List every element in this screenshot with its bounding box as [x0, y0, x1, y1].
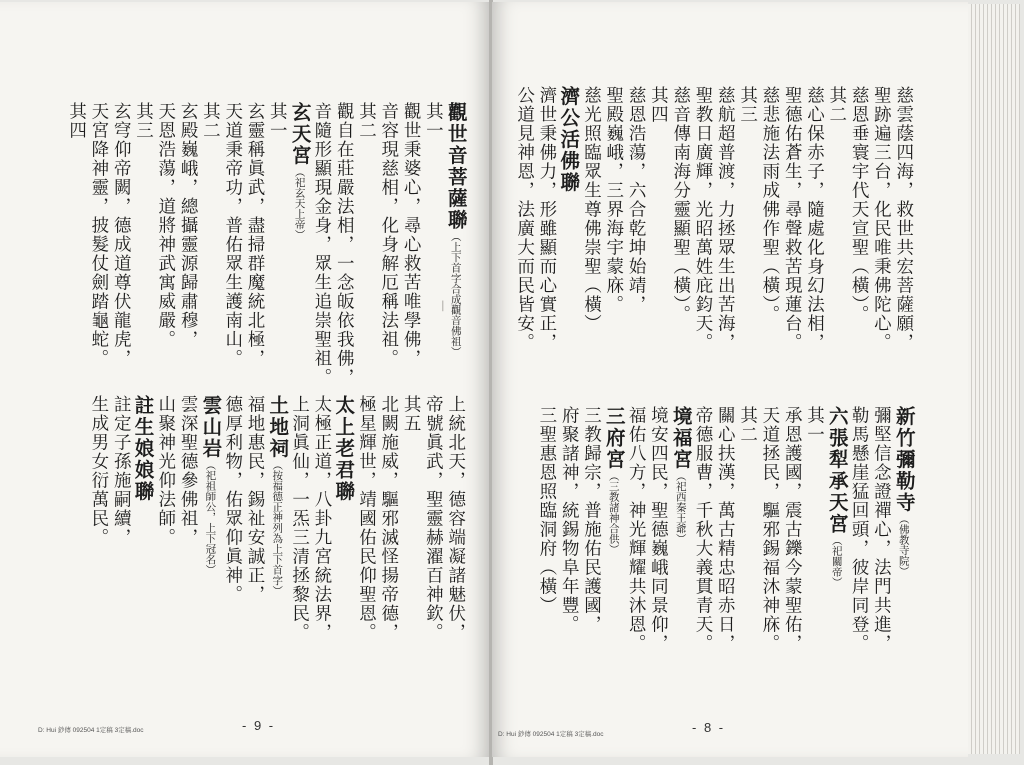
section-label — [267, 102, 286, 140]
column-text: 觀自在莊嚴法相，一念皈依我佛， — [334, 102, 355, 387]
column-text: 福地惠民，錫祉安誠正， — [245, 395, 265, 604]
column-text: 彌堅信念證禪心，法門共進， — [871, 406, 892, 653]
column-text: 六張犁承天宮 — [825, 406, 849, 535]
couplet-line — [111, 395, 130, 547]
column-text: 境福宮 — [669, 406, 693, 471]
couplet-line — [582, 406, 601, 634]
column-text: 慈心保赤子，隨處化身幻法相， — [804, 86, 825, 352]
couplet-line — [849, 406, 868, 653]
couplet-line — [111, 102, 130, 368]
column-text: 註生娘娘聯 — [131, 395, 155, 503]
column-text: 註定子孫施嗣續， — [111, 395, 132, 547]
couplet-line — [223, 395, 242, 604]
section-label — [423, 102, 442, 140]
column-text: 觀世音菩薩聯 — [444, 102, 468, 231]
dedication-note: （上下首字合成觀音佛祖） — [449, 231, 462, 357]
column-text: 玄靈稱眞武，盡掃群魔統北極， — [245, 102, 265, 368]
column-text: 德厚利物，佑眾仰眞神。 — [222, 395, 243, 604]
section-label — [200, 102, 219, 140]
column-text: 生成男女衍萬民。 — [88, 395, 109, 547]
dedication-note: （祀關帝） — [830, 535, 843, 588]
couplet-line — [156, 395, 175, 547]
column-text: 濟世秉佛力，形雖顯而心實正， — [536, 86, 557, 352]
couplet-line — [515, 86, 534, 352]
section-label — [738, 86, 757, 124]
dedication-note: （祀西秦王爺） — [674, 470, 687, 544]
couplet-line — [423, 395, 442, 642]
column-text: 雲深聖德參佛祖， — [178, 395, 199, 547]
column-text: 三聖惠恩照臨洞府（橫） — [536, 406, 557, 615]
column-text: 慈航超普渡，力拯眾生出苦海， — [715, 86, 736, 352]
column-text: 其一 — [804, 406, 825, 444]
couplet-title — [827, 406, 847, 588]
couplet-line — [178, 395, 197, 547]
couplet-line — [648, 406, 667, 653]
section-label — [805, 406, 824, 444]
couplet-title — [266, 395, 290, 596]
section-label — [134, 102, 153, 140]
section-label — [357, 102, 376, 140]
column-text: 極星輝世，靖國佑民仰聖恩。 — [356, 395, 377, 642]
couplet-line — [626, 406, 645, 653]
section-label — [671, 86, 690, 324]
column-text: 其二 — [200, 102, 221, 140]
column-text: 聖跡遍三台，化民唯秉佛陀心。 — [871, 86, 892, 352]
column-text: 府聚諸神，統錫物阜年豐。 — [559, 406, 580, 634]
column-text: 太極正道，八卦九宮統法界， — [311, 395, 332, 642]
column-text: 慈恩垂寰宇代天宣聖（橫）。 — [849, 86, 870, 325]
column-text: 雲山岩 — [199, 395, 223, 460]
column-text: 其二 — [737, 406, 758, 444]
column-text: 濟公活佛聯 — [557, 86, 581, 194]
couplet-line — [357, 395, 376, 642]
column-text: 音隨形顯現金身，眾生追崇聖祖。 — [311, 102, 332, 387]
column-text: 玄天宮 — [288, 102, 312, 167]
couplet-title — [199, 395, 223, 575]
left-footer-meta: D: Hui 鈔傳 092504 1定稿 3定稿.doc — [38, 727, 144, 734]
column-text: 其一 — [267, 102, 288, 140]
column-text: 天道拯民，驅邪錫福沐神庥。 — [759, 406, 780, 653]
couplet-title — [604, 406, 624, 555]
section-label — [827, 86, 846, 124]
column-text: 天恩浩蕩，道將神武寓威嚴。 — [155, 102, 176, 349]
couplet-line — [805, 86, 824, 352]
section-label — [760, 86, 779, 324]
dedication-note: （三教諸神合供） — [607, 470, 620, 555]
couplet-line — [89, 395, 108, 547]
right-footer-meta: D: Hui 鈔傳 092504 1定稿 3定稿.doc — [498, 731, 604, 738]
column-text: 帝德服曹，千秋大義貫青天。 — [693, 406, 713, 653]
couplet-title — [557, 86, 581, 194]
column-text: 聖德佑蒼生，尋聲救苦現蓮台。 — [782, 86, 803, 352]
column-text: 關心扶漢，萬古精忠昭赤日， — [715, 406, 736, 653]
column-text: 聖殿巍峨，三界海宇蒙庥。 — [603, 86, 624, 314]
couplet-title — [894, 406, 914, 577]
couplet-line — [446, 395, 465, 642]
column-text: 勒馬懸崖猛回頭，彼岸同登。 — [849, 406, 870, 653]
column-text: 其四 — [648, 86, 669, 124]
couplet-line — [715, 86, 734, 352]
column-text: 公道見神恩，法廣大而民皆安。 — [514, 86, 535, 352]
dedication-note: （祀玄天上帝） — [293, 166, 306, 240]
section-label — [582, 86, 601, 333]
column-text: 其二 — [356, 102, 377, 140]
couplet-line — [782, 406, 801, 653]
column-text: 天宮降神靈，披髮仗劍踏龜蛇。 — [88, 102, 109, 368]
couplet-title — [332, 395, 356, 503]
couplet-line — [715, 406, 734, 653]
couplet-line — [156, 102, 175, 349]
section-label — [67, 102, 86, 140]
column-text: 其五 — [401, 395, 422, 433]
couplet-title — [446, 102, 466, 357]
column-text: 其一 — [423, 102, 444, 140]
couplet-line — [626, 86, 645, 314]
couplet-line — [401, 102, 420, 368]
couplet-line — [245, 102, 264, 368]
column-text: 玄穹仰帝闕，德成道尊伏龍虎， — [111, 102, 132, 368]
couplet-title — [290, 102, 310, 240]
couplet-line — [559, 406, 578, 634]
couplet-line — [245, 395, 264, 604]
couplet-line — [894, 86, 913, 352]
section-label — [849, 86, 868, 324]
column-text: 三府宮 — [602, 406, 626, 471]
couplet-line — [379, 395, 398, 642]
column-text: 太上老君聯 — [332, 395, 356, 503]
right-page — [492, 2, 968, 757]
column-text: 其三 — [133, 102, 154, 140]
couplet-line — [178, 102, 197, 349]
column-text: 帝號眞武，聖靈赫濯百神欽。 — [423, 395, 444, 642]
column-text: 慈雲蔭四海，救世共宏菩薩願， — [893, 86, 914, 352]
column-text: 承恩護國，震古鑠今蒙聖佑， — [782, 406, 803, 653]
couplet-title — [131, 395, 155, 503]
column-text: 其三 — [737, 86, 758, 124]
column-text: 山聚神光仰法師。 — [155, 395, 176, 547]
left-page-number: - 9 - — [242, 718, 276, 733]
couplet-line — [871, 406, 890, 653]
column-text: 聖教日廣輝，光昭萬姓庇鈞天。 — [693, 86, 713, 352]
column-text: 土地祠 — [266, 395, 290, 460]
column-text: 境安四民，聖德巍峨同景仰， — [648, 406, 669, 653]
couplet-line — [537, 86, 556, 352]
couplet-line — [290, 395, 309, 642]
couplet-line — [312, 102, 331, 387]
left-margin-mark: ┃ — [440, 302, 446, 312]
column-text: 天道秉帝功，普佑眾生護南山。 — [222, 102, 243, 368]
column-text: 慈音傳南海分靈顯聖（橫）。 — [670, 86, 691, 325]
column-text: 觀世秉婆心，尋心救苦唯學佛， — [401, 102, 422, 368]
column-text: 福佑八方，神光輝耀共沐恩。 — [626, 406, 647, 653]
section-label — [401, 395, 420, 433]
dedication-note: （按福德正神列為上下首字） — [271, 459, 284, 596]
right-page-number: - 8 - — [692, 720, 726, 735]
couplet-line — [871, 86, 890, 352]
dedication-note: （佛教寺院） — [897, 513, 910, 577]
couplet-line — [379, 102, 398, 368]
couplet-line — [760, 406, 779, 653]
column-text: 音容現慈相，化身解厄稱法祖。 — [378, 102, 399, 368]
dedication-note: （祀祖師公，上下冠名） — [204, 459, 217, 575]
column-text: 上統北天，德容端凝諸魅伏， — [445, 395, 466, 642]
section-label — [738, 406, 757, 444]
column-text: 其四 — [66, 102, 87, 140]
couplet-line — [693, 406, 712, 653]
column-text: 玄殿巍峨，總攝靈源歸肅穆， — [178, 102, 199, 349]
page-edges — [968, 4, 1020, 754]
column-text: 北闕施威，驅邪滅怪揚帝德， — [378, 395, 399, 642]
column-text: 三教歸宗，普施佑民護國， — [581, 406, 602, 634]
couplet-title — [671, 406, 691, 544]
column-text: 慈恩浩蕩，六合乾坤始靖， — [626, 86, 647, 314]
column-text: 新竹彌勒寺 — [892, 406, 916, 514]
couplet-line — [604, 86, 623, 314]
couplet-line — [334, 102, 353, 387]
couplet-line — [693, 86, 712, 352]
couplet-line — [782, 86, 801, 352]
column-text: 其二 — [826, 86, 847, 124]
couplet-line — [223, 102, 242, 368]
couplet-line — [312, 395, 331, 642]
section-label — [537, 406, 556, 615]
column-text: 上洞眞仙，一炁三清拯黎民。 — [289, 395, 310, 642]
left-page — [0, 2, 490, 757]
couplet-line — [89, 102, 108, 368]
column-text: 慈悲施法雨成佛作聖（橫）。 — [759, 86, 780, 325]
section-label — [648, 86, 667, 124]
column-text: 慈光照臨眾生尊佛崇聖（橫） — [581, 86, 602, 333]
